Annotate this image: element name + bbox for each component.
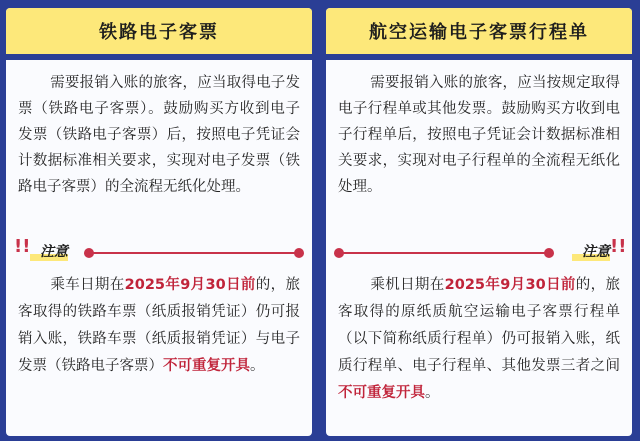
notice-badge	[560, 238, 610, 264]
notice-divider	[334, 236, 627, 266]
dot-icon	[294, 248, 304, 258]
panel-title: 铁路电子客票	[6, 8, 312, 54]
notice-label: 注意	[582, 244, 610, 260]
notice-text: 的，旅客取得的铁路车票（纸质报销凭证）仍可报销入账，铁路车票（纸质报销凭证）与电子发票（铁路电子客票）	[18, 277, 301, 374]
notice-text: 的，旅客取得的原纸质航空运输电子客票行程单（以下简称纸质行程单）仍可报销入账，纸质行程单、电子行程单、其他发票三者之间	[338, 277, 621, 374]
notice-line	[339, 252, 549, 254]
notice-text: 乘车日期在	[50, 277, 125, 293]
description-text: 需要报销入账的旅客，应当按规定取得电子行程单或其他发票。鼓励购买方收到电子行程单后，按照电子凭证会计数据标准相关要求，实现对电子行程单的全流程无纸化处理。	[338, 75, 620, 195]
deadline-date: 2025年9月30日前	[124, 277, 256, 293]
warning-text: 不可重复开具	[163, 358, 250, 374]
panel-description	[326, 60, 632, 200]
deadline-date: 2025年9月30日前	[444, 277, 576, 293]
airline-itinerary-panel	[326, 8, 632, 436]
notice-label: 注意	[40, 244, 68, 260]
railway-e-ticket-panel	[6, 8, 312, 436]
notice-divider	[14, 236, 304, 266]
dot-icon	[544, 248, 554, 258]
notice-text: 。	[425, 385, 440, 401]
notice-content	[18, 272, 300, 380]
notice-content	[338, 272, 620, 407]
panel-description	[6, 60, 312, 200]
exclamation-icon: !!	[610, 236, 627, 257]
warning-text: 不可重复开具	[338, 385, 425, 401]
description-text: 需要报销入账的旅客，应当取得电子发票（铁路电子客票）。鼓励购买方收到电子发票（铁路电子客票）后，按照电子凭证会计数据标准相关要求，实现对电子发票（铁路电子客票）的全流程无纸化处理。	[18, 75, 300, 195]
exclamation-icon: !!	[14, 236, 31, 257]
notice-badge	[18, 238, 68, 264]
notice-line	[89, 252, 299, 254]
notice-text: 乘机日期在	[370, 277, 445, 293]
panel-title: 航空运输电子客票行程单	[326, 8, 632, 54]
notice-text: 。	[250, 358, 265, 374]
